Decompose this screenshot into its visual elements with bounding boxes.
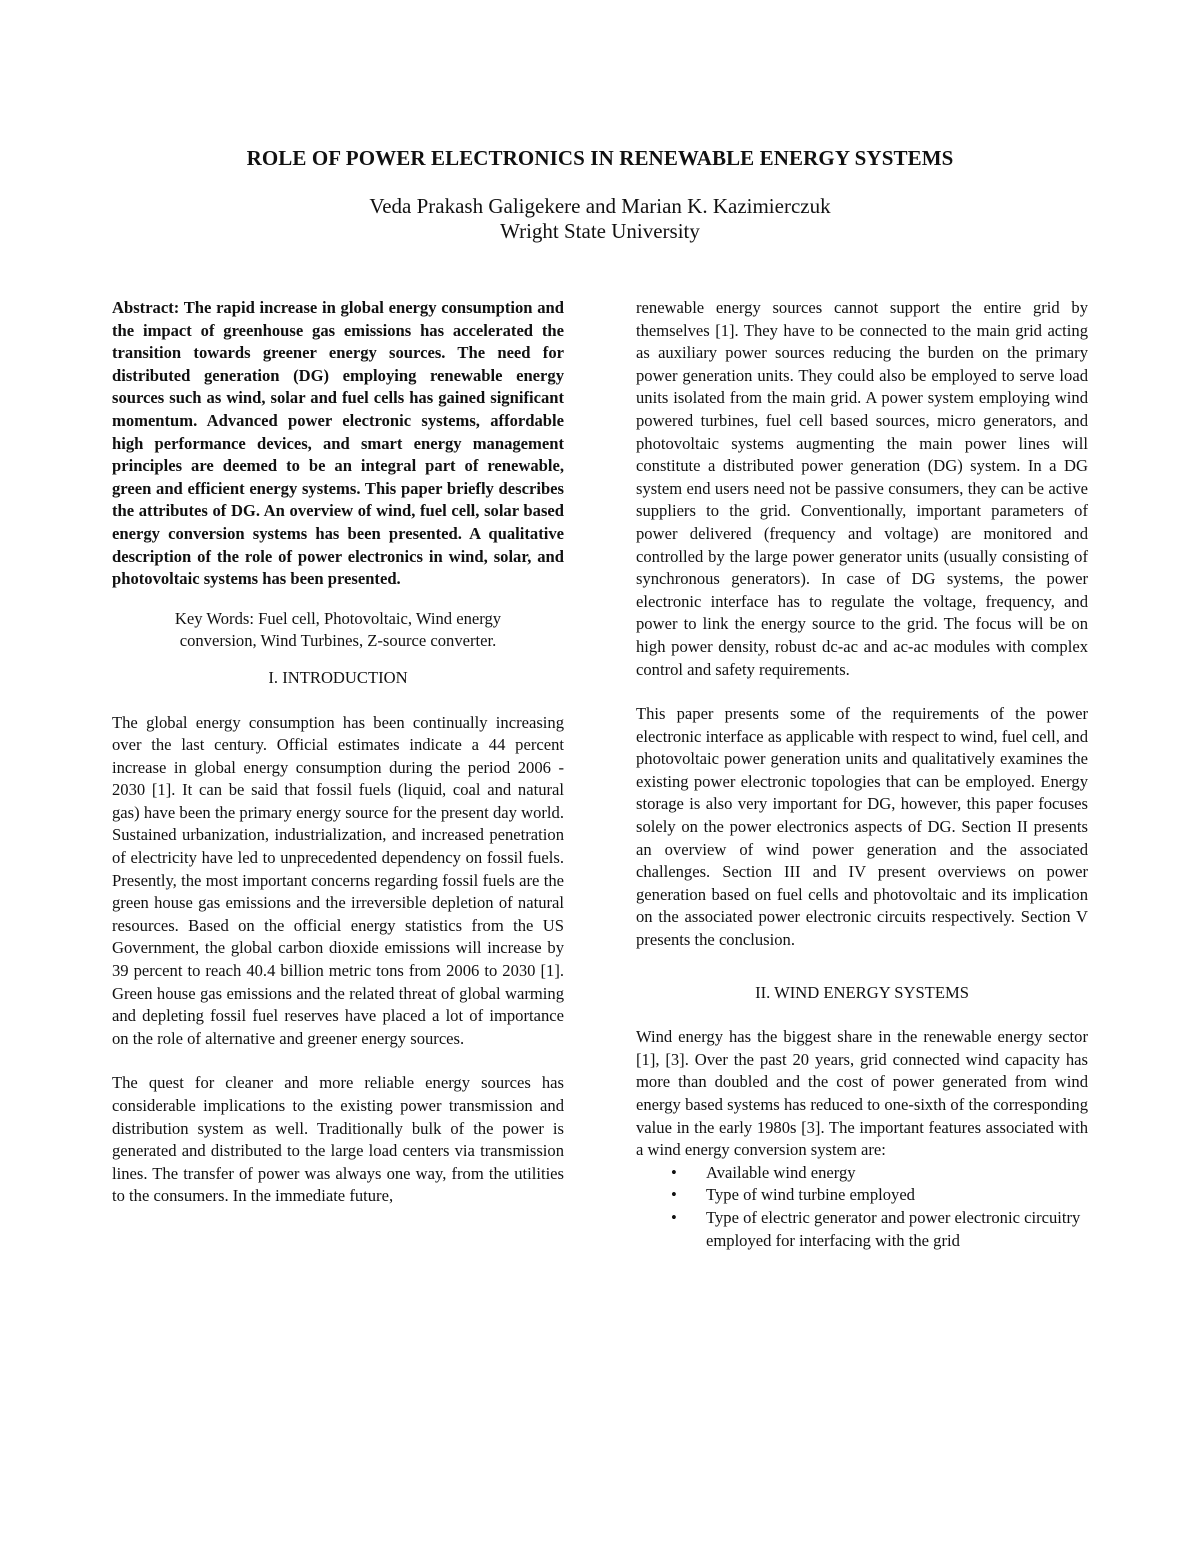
abstract: Abstract: The rapid increase in global energy consumption and the impact of greenhouse gas emissions has accelerated the transition towards greener energy sources. The need for distributed generation (DG) employing renewable energy sources such as wind, solar and fuel cells has gained significant momentum. Advanced power electronic systems, affordable high performance devices, and smart energy management principles are deemed to be an integral part of renewable, green and efficient energy systems. This paper briefly describes the attributes of DG. An overview of wind, fuel cell, solar based energy conversion systems has been presented. A qualitative description of the role of power electronics in wind, solar, and photovoltaic systems has been presented. [112, 298, 564, 589]
introduction-paragraph-2: The quest for cleaner and more reliable energy sources has considerable implications to the existing power transmission and distribution system as well. Traditionally bulk of the power is generated and distributed to the large load centers via transmission lines. The transfer of power was always one way, from the utilities to the consumers. In the immediate future, [112, 1073, 564, 1206]
keywords-line-2: conversion, Wind Turbines, Z-source converter. [179, 631, 497, 651]
list-item-text: Available wind energy [706, 1162, 856, 1182]
introduction-paragraph-1: The global energy consumption has been continually increasing over the last century. Official estimates indicate a 44 percent increase in global energy consumption during the period 2006 - 2030 [1]. It can be said that fossil fuels (liquid, coal and natural gas) have been the primary energy source for the present day world. Sustained urbanization, industrialization, and increased penetration of electricity have led to unprecedented dependency on fossil fuels. Presently, the most important concerns regarding fossil fuels are the green house gas emissions and the irreversible depletion of natural resources. Based on the official energy statistics from the US Government, the global carbon dioxide emissions will increase by 39 percent to reach 40.4 billion metric tons from 2006 to 2030 [1]. Green house gas emissions and the related threat of global warming and depleting fossil fuel reserves have placed a lot of importance on the role of alternative and greener energy sources. [112, 712, 564, 1048]
list-item [636, 1162, 1088, 1185]
bullet-icon: • [671, 1207, 677, 1227]
body-paragraph-2: This paper presents some of the requirements of the power electronic interface as applicable with respect to wind, fuel cell, and photovoltaic power generation units and qualitatively examines the existing power electronic topologies that can be employed. Energy storage is also very important for DG, however, this paper focuses solely on the power electronics aspects of DG. Section II presents an overview of wind power generation and the associated challenges. Section III and IV present overviews on power generation based on fuel cells and photovoltaic and its implication on the associated power electronic circuits respectively. Section V presents the conclusion. [636, 704, 1088, 950]
wind-features-list [636, 1162, 1088, 1252]
wind-paragraph: Wind energy has the biggest share in the renewable energy sector [1], [3]. Over the past 20 years, grid connected wind capacity has more than doubled and the cost of power generated from wind energy based systems has reduced to one-sixth of the corresponding value in the early 1980s [3]. The important features associated with a wind energy conversion system are: [636, 1027, 1088, 1160]
section-heading-introduction: I. INTRODUCTION [268, 667, 408, 687]
keywords [112, 608, 564, 653]
author-affiliation: Wright State University [500, 219, 700, 243]
body-paragraph-1: renewable energy sources cannot support the entire grid by themselves [1]. They have to be connected to the main grid acting as auxiliary power sources reducing the burden on the primary power generation units. They could also be employed to serve load units isolated from the main grid. A power system employing wind powered turbines, fuel cell based sources, micro generators, and photovoltaic systems augmenting the main power lines will constitute a distributed power generation (DG) system. In a DG system end users need not be passive consumers, they can be active suppliers to the grid. Conventionally, important parameters of power delivered (frequency and voltage) are monitored and controlled by the large power generator units (usually consisting of synchronous generators). In case of DG systems, the power electronic interface has to regulate the voltage, frequency, and power to link the energy source to the grid. The focus will be on high power density, robust dc-ac and ac-ac modules with complex control and safety requirements. [636, 298, 1088, 679]
list-item-text: Type of electric generator and power electronic circuitry employed for interfacing with the grid [706, 1207, 1081, 1250]
keywords-line-1: Key Words: Fuel cell, Photovoltaic, Wind energy [174, 608, 502, 628]
list-item [636, 1184, 1088, 1207]
bullet-icon: • [671, 1162, 677, 1182]
section-heading-wind-energy: II. WIND ENERGY SYSTEMS [755, 982, 969, 1002]
bullet-icon: • [671, 1185, 677, 1205]
list-item [636, 1207, 1088, 1252]
list-item-text: Type of wind turbine employed [706, 1185, 915, 1205]
left-column [112, 297, 564, 1208]
paper-title: ROLE OF POWER ELECTRONICS IN RENEWABLE ENERGY SYSTEMS [246, 146, 954, 170]
author-block [0, 194, 1200, 244]
right-column [636, 297, 1088, 1252]
author-names: Veda Prakash Galigekere and Marian K. Kazimierczuk [369, 194, 831, 218]
